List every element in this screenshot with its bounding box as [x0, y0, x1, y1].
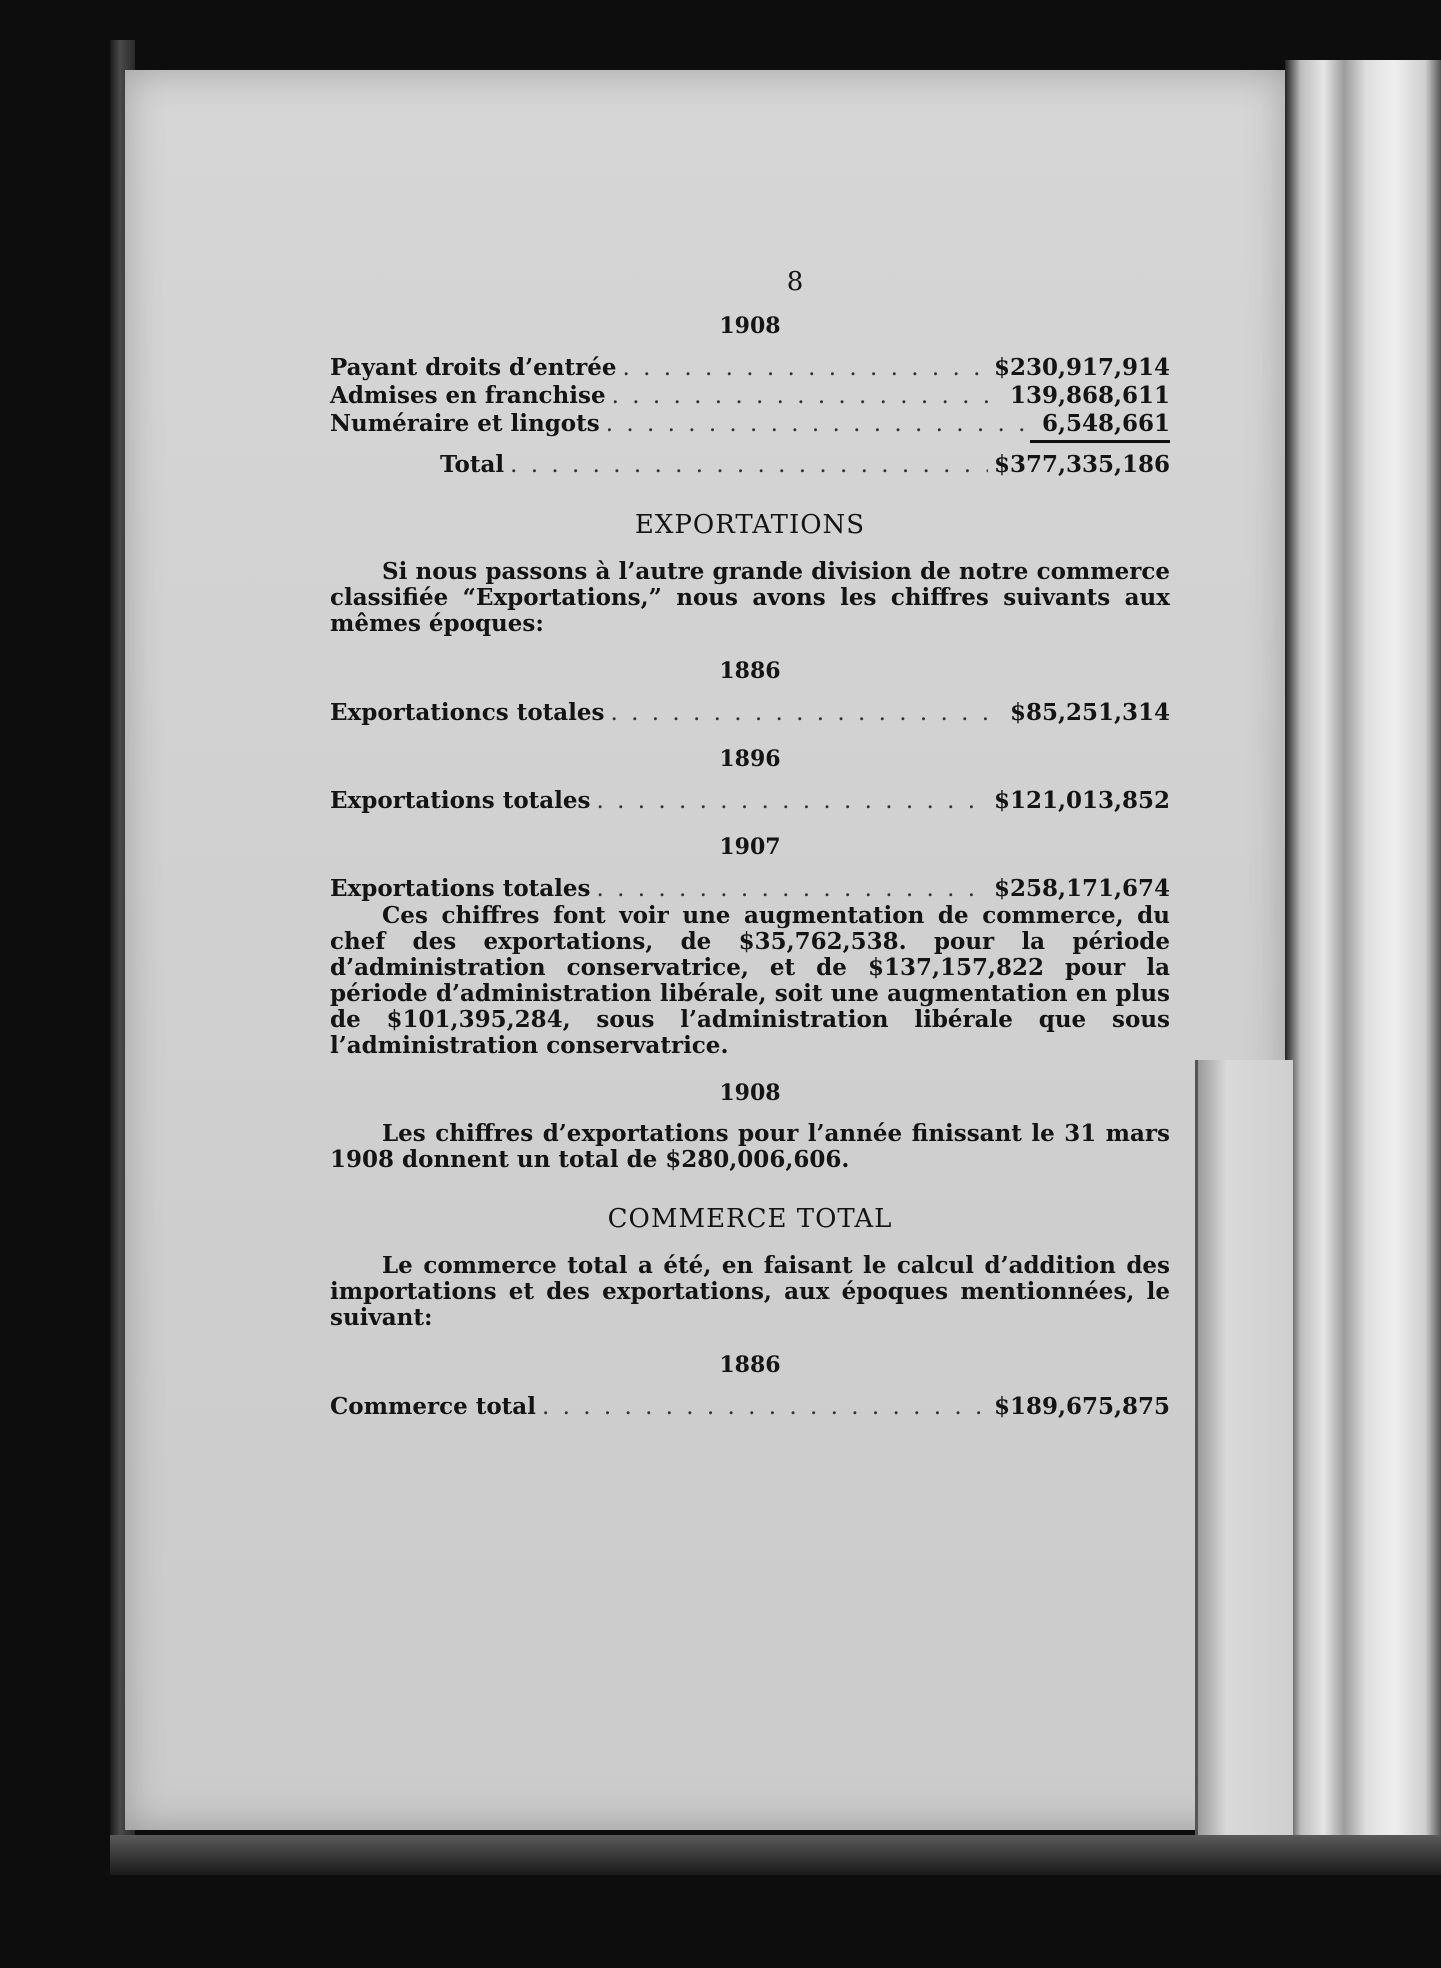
year-heading-1886-commerce: 1886 — [719, 1352, 781, 1378]
leader-dots — [542, 1393, 988, 1421]
total-value: $377,335,186 — [993, 451, 1170, 478]
leader-dots — [597, 875, 988, 903]
leader-dots — [623, 354, 988, 382]
row-value: $258,171,674 — [993, 875, 1170, 902]
table-row — [330, 875, 1170, 903]
leader-dots — [612, 382, 1004, 410]
page-content — [330, 267, 1170, 1421]
year-heading-1908-exports: 1908 — [719, 1080, 781, 1106]
section-heading-commerce-total: COMMERCE TOTAL — [607, 1204, 893, 1234]
year-heading-1907: 1907 — [719, 834, 781, 860]
total-row — [330, 451, 1170, 479]
spacer — [330, 727, 1170, 747]
leader-dots — [606, 410, 1024, 438]
table-row — [330, 382, 1170, 410]
commerce-total-intro: Le commerce total a été, en faisant le calcul d’addition des importations et des exportations, aux époques mentionnées, le suivant: — [330, 1252, 1170, 1331]
row-label: Commerce total — [330, 1393, 536, 1420]
row-label: Admises en franchise — [330, 382, 606, 409]
section-heading-exportations: EXPORTATIONS — [634, 510, 866, 540]
row-value: $85,251,314 — [1009, 699, 1170, 726]
spacer — [330, 815, 1170, 835]
total-rule — [1030, 440, 1170, 443]
torn-paper-edge — [1195, 1060, 1293, 1860]
table-row — [330, 354, 1170, 382]
year-heading-1896: 1896 — [719, 746, 781, 772]
row-label: Exportations totales — [330, 787, 591, 814]
table-row — [330, 699, 1170, 727]
row-label: Exportations totales — [330, 875, 591, 902]
table-row — [330, 410, 1170, 438]
adjacent-page-edge — [1285, 60, 1441, 1870]
table-row — [330, 787, 1170, 815]
row-value: 6,548,661 — [1041, 410, 1170, 437]
row-value: $121,013,852 — [993, 787, 1170, 814]
total-label: Total — [440, 451, 505, 478]
row-label: Exportationcs totales — [330, 699, 605, 726]
row-label: Payant droits d’entrée — [330, 354, 617, 381]
book-bottom-edge — [110, 1835, 1441, 1875]
row-value: $230,917,914 — [993, 354, 1170, 381]
row-value: 139,868,611 — [1009, 382, 1170, 409]
year-heading-1886: 1886 — [719, 658, 781, 684]
exportations-1908-paragraph: Les chiffres d’exportations pour l’année finissant le 31 mars 1908 donnent un total de $280,006,606. — [330, 1120, 1170, 1173]
row-value: $189,675,875 — [993, 1393, 1170, 1420]
leader-dots — [597, 787, 988, 815]
row-label: Numéraire et lingots — [330, 410, 600, 437]
leader-dots — [611, 699, 1004, 727]
page-number: 8 — [786, 267, 804, 297]
table-row — [330, 1393, 1170, 1421]
exportations-1907-paragraph: Ces chiffres font voir une augmentation de commerce, du chef des exportations, de $35,762,538. pour la période d’administration conservatrice, et de $137,157,822 pour la période d’administration libérale, soit une augmentation en plus de $101,395,284, sous l’administration libérale que sous l’administration conservatrice. — [330, 902, 1170, 1059]
exportations-intro: Si nous passons à l’autre grande division de notre commerce classifiée “Exportations,” nous avons les chiffres suivants aux mêmes époques: — [330, 558, 1170, 637]
leader-dots — [510, 451, 988, 479]
year-heading-1908: 1908 — [719, 313, 781, 339]
